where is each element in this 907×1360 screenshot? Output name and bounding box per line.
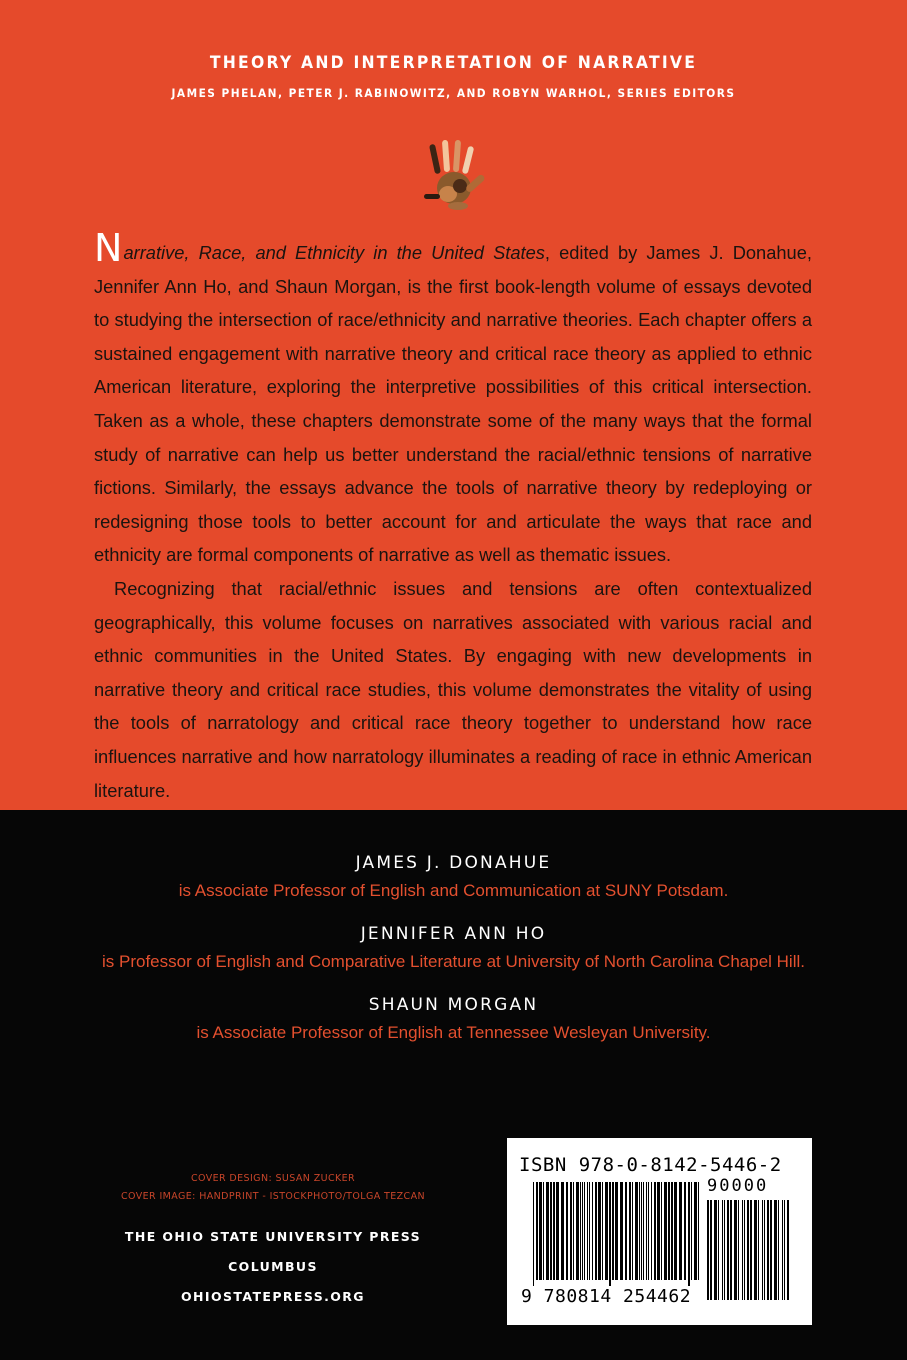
series-editors: JAMES PHELAN, PETER J. RABINOWITZ, AND ROBYN WARHOL, SERIES EDITORS (171, 86, 736, 100)
cover-credits (100, 1170, 446, 1206)
ean-number: 9 780814 254462 (521, 1286, 692, 1307)
author-name: SHAUN MORGAN (368, 995, 539, 1015)
press-website[interactable]: OHIOSTATEPRESS.ORG (181, 1289, 365, 1304)
drop-cap: N (94, 226, 123, 270)
handprint-icon (418, 136, 490, 216)
cover-image-credit: COVER IMAGE: HANDPRINT - ISTOCKPHOTO/TOLGA TEZCAN (121, 1191, 425, 1202)
description-paragraph-1-text: , edited by James J. Donahue, Jennifer Ann Ho, and Shaun Morgan, is the first book-length volume of essays devoted to studying the intersection of race/ethnicity and narrative theories. Each chapter offers a sustained engagement with narrative theory and critical race theory as applied to ethnic American literature, exploring the interpretive possibilities of this critical intersection. Taken as a whole, these chapters demonstrate some of the many ways that the formal study of narrative can help us better understand the racial/ethnic tensions of narrative fictions. Similarly, the essays advance the tools of narrative theory by redeploying or redesigning those tools to better account for and articulate the ways that race and ethnicity are formal components of narrative as well as thematic issues. (94, 242, 812, 566)
author-name: JENNIFER ANN HO (360, 924, 547, 944)
author-bio: is Associate Professor of English at Tennessee Wesleyan University. (196, 1023, 711, 1042)
book-description (94, 226, 812, 807)
press-city: COLUMBUS (228, 1259, 318, 1274)
barcode-addon-number: 90000 (707, 1176, 769, 1196)
author-bio: is Professor of English and Comparative Literature at University of North Carolina Chapel Hill. (102, 952, 805, 971)
author-name: JAMES J. DONAHUE (355, 853, 552, 873)
description-paragraph-1 (94, 226, 812, 572)
cover-design-credit: COVER DESIGN: SUSAN ZUCKER (190, 1173, 356, 1184)
author-bios (0, 850, 907, 1063)
author-bio: is Associate Professor of English and Communication at SUNY Potsdam. (178, 881, 729, 900)
series-title: THEORY AND INTERPRETATION OF NARRATIVE (209, 53, 698, 73)
description-paragraph-2: Recognizing that racial/ethnic issues and tensions are often contextualized geographically, this volume focuses on narratives associated with various racial and ethnic communities in the United States. By engaging with new developments in narrative theory and critical race studies, this volume demonstrates the vitality of using the tools of narratology and critical race theory together to understand how race influences narrative and how narratology illuminates a reading of race in ethnic American literature. (94, 577, 812, 801)
isbn-barcode (507, 1138, 812, 1325)
press-name: THE OHIO STATE UNIVERSITY PRESS (124, 1229, 422, 1244)
book-title-italic: arrative, Race, and Ethnicity in the United States (123, 242, 545, 263)
isbn-number: ISBN 978-0-8142-5446-2 (519, 1154, 782, 1176)
